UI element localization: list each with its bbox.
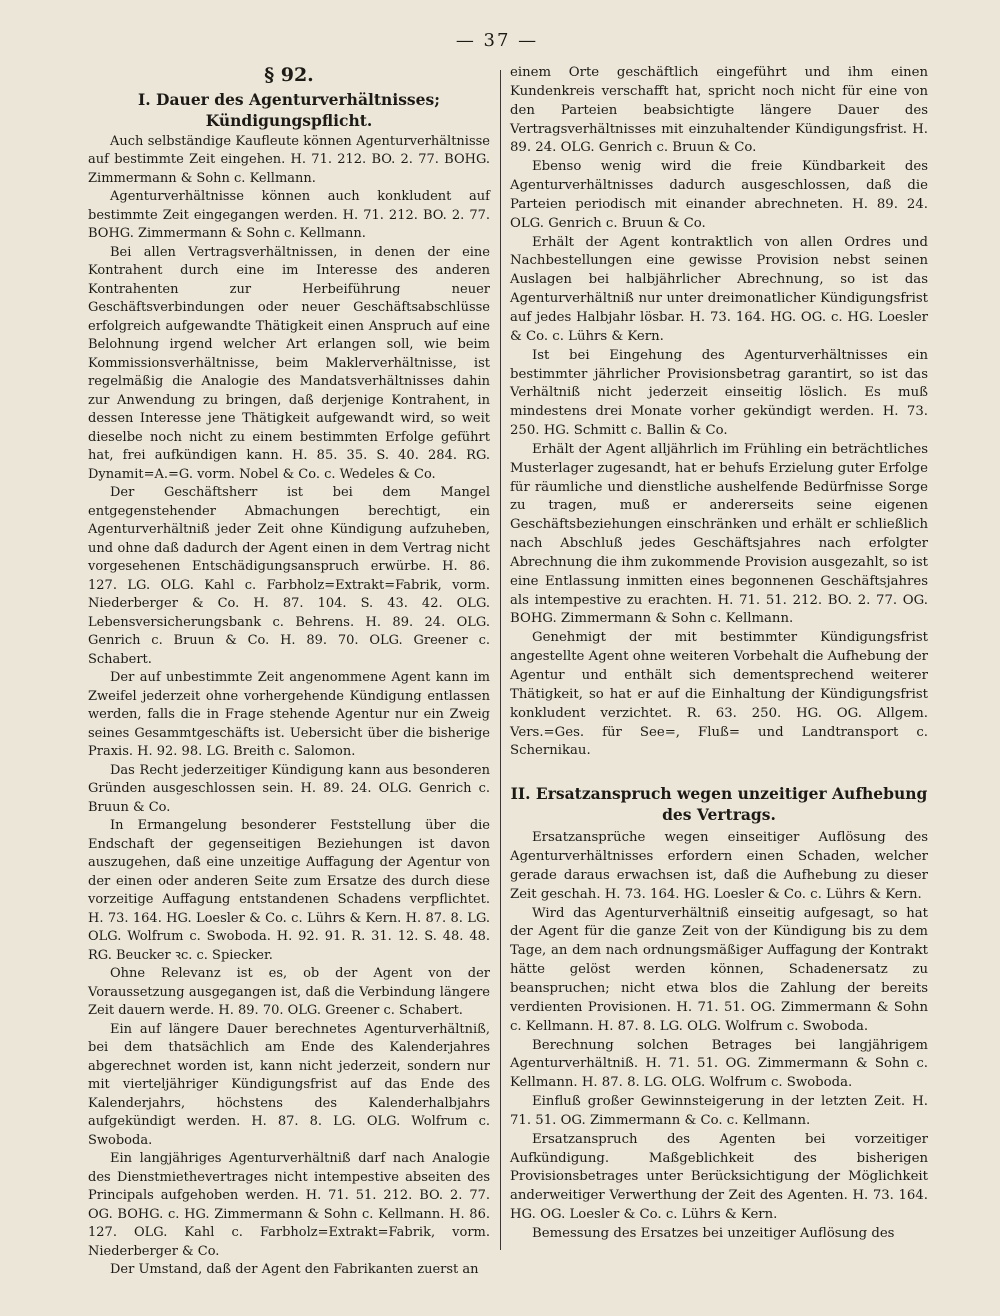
left-column — [88, 64, 490, 1280]
paragraph: Ein langjähriges Agenturverhältniß darf nach Analogie des Dienstmiethevertrages nicht intempestive abseiten des Principals aufgehoben werden. H. 71. 51. 212. BO. 2. 77. OG. BOHG. c. HG. Zimmermann & Sohn c. Kellmann. H. 86. 127. OLG. Kahl c. Farbholz=Extrakt=Fabrik, vorm. Niederberger & Co. — [88, 1151, 490, 1259]
paragraph: Berechnung solchen Betrages bei langjährigem Agenturverhältniß. H. 71. 51. OG. Zimmermann & Sohn c. Kellmann. H. 87. 8. LG. OLG. Wolfrum c. Swoboda. — [510, 1037, 928, 1091]
section-sign: § 92. — [264, 64, 314, 86]
paragraph: Ebenso wenig wird die freie Kündbarkeit des Agenturverhältnisses dadurch ausgeschlossen, daß die Parteien periodisch mit einander abrechneten. H. 89. 24. OLG. Genrich c. Bruun & Co. — [510, 159, 928, 231]
paragraph: Der Geschäftsherr ist bei dem Mangel entgegenstehender Abmachungen berechtigt, ein Agenturverhältniß jeder Zeit ohne Kündigung aufzuheben, und ohne daß dadurch der Agent einen in dem Vertrag nicht vorgesehenen Entschädigungsanspruch erwürbe. H. 86. 127. LG. OLG. Kahl c. Farbholz=Extrakt=Fabrik, vorm. Niederberger & Co. H. 87. 104. S. 43. 42. OLG. Lebensversicherungsbank c. Behrens. H. 89. 24. OLG. Genrich c. Bruun & Co. H. 89. 70. OLG. Greener c. Schabert. — [88, 485, 490, 667]
section-heading-1: I. Dauer des Agenturverhältnisses; Kündigungspflicht. — [138, 89, 440, 130]
paragraph: Erhält der Agent alljährlich im Frühling ein beträchtliches Musterlager zugesandt, hat er behufs Erzielung guter Erfolge für räumliche und dienstliche aushelfende Bedürfnisse Sorge zu tragen, muß er andererseits seine eigenen Geschäftsbeziehungen einschränken und erhält er schließlich nach Abschluß jedes Geschäftsjahres nach erfolgter Abrechnung die ihm zukommende Provision ausgezahlt, so ist eine Entlassung inmitten eines begonnenen Geschäftsjahres als intempestive zu erachten. H. 71. 51. 212. BO. 2. 77. OG. BOHG. Zimmermann & Sohn c. Kellmann. — [510, 441, 928, 627]
paragraph: Ersatzanspruch des Agenten bei vorzeitiger Aufkündigung. Maßgeblichkeit des bisherigen Provisionsbetrages unter Berücksichtigung der Möglichkeit anderweitiger Verwerthung der Zeit des Agenten. H. 73. 164. HG. OG. Loesler & Co. c. Lührs & Kern. — [510, 1131, 928, 1223]
paragraph: Das Recht jederzeitiger Kündigung kann aus besonderen Gründen ausgeschlossen sein. H. 89. 24. OLG. Genrich c. Bruun & Co. — [88, 762, 490, 815]
paragraph: Wird das Agenturverhältniß einseitig aufgesagt, so hat der Agent für die ganze Zeit von der Kündigung bis zu dem Tage, an dem nach ordnungsmäßiger Auffagung der Kontrakt hätte gelöst werden können, Schadenersatz zu beanspruchen; nicht etwa blos die Zahlung der bereits verdienten Provisionen. H. 71. 51. OG. Zimmermann & Sohn c. Kellmann. H. 87. 8. LG. OLG. Wolfrum c. Swoboda. — [510, 905, 928, 1034]
right-column — [510, 64, 928, 1244]
paragraph: Ersatzansprüche wegen einseitiger Auflösung des Agenturverhältnisses erfordern einen Schaden, welcher gerade daraus erwachsen ist, daß die Aufhebung zu dieser Zeit geschah. H. 73. 164. HG. Loesler & Co. c. Lührs & Kern. — [510, 830, 928, 902]
paragraph: Bei allen Vertragsverhältnissen, in denen der eine Kontrahent durch eine im Interesse des anderen Kontrahenten zur Herbeiführung neuer Geschäftsverbindungen oder neuer Geschäftsabschlüsse erfolgreich aufgewandte Thätigkeit einen Anspruch auf eine Belohnung irgend welcher Art erlangen soll, wie beim Kommissionsverhältnisse, beim Maklerverhältnisse, ist regelmäßig die Analogie des Mandatsverhältnisses dahin zur Anwendung zu bringen, daß derjenige Kontrahent, in dessen Interesse jene Thätigkeit aufgewandt wird, so weit dieselbe noch nicht zu einem bestimmten Erfolge geführt hat, frei aufkündigen kann. H. 85. 35. S. 40. 284. RG. Dynamit=A.=G. vorm. Nobel & Co. c. Wedeles & Co. — [88, 244, 490, 482]
page-number: — 37 — — [455, 30, 539, 51]
paragraph-continued: einem Orte geschäftlich eingeführt und ihm einen Kundenkreis verschafft hat, spricht noch nicht für eine von den Parteien beabsichtigte längere Dauer des Vertragsverhältnisses mit einzuhaltender Kündigungsfrist. H. 89. 24. OLG. Genrich c. Bruun & Co. — [510, 65, 928, 156]
section-heading-2: II. Ersatzanspruch wegen unzeitiger Aufhebung des Vertrags. — [510, 784, 928, 825]
paragraph: Bemessung des Ersatzes bei unzeitiger Auflösung des — [532, 1225, 895, 1241]
paragraph: Auch selbständige Kaufleute können Agenturverhältnisse auf bestimmte Zeit eingehen. H. 71. 212. BO. 2. 77. BOHG. Zimmermann & Sohn c. Kellmann. — [88, 133, 490, 186]
paragraph: In Ermangelung besonderer Feststellung über die Endschaft der gegenseitigen Beziehungen ist davon auszugehen, daß eine unzeitige Auffagung der Agentur von der einen oder anderen Seite zum Ersatze des durch diese vorzeitige Auffagung entstandenen Schadens verpflichtet. H. 73. 164. HG. Loesler & Co. c. Lührs & Kern. H. 87. 8. LG. OLG. Wolfrum c. Swoboda. H. 92. 91. R. 31. 12. S. 48. 48. RG. Beucker ꝛc. c. Spiecker. — [88, 818, 490, 963]
paragraph: Genehmigt der mit bestimmter Kündigungsfrist angestellte Agent ohne weiteren Vorbehalt die Aufhebung der Agentur und enthält sich dementsprechend weiterer Thätigkeit, so hat er auf die Einhaltung der Kündigungsfrist konkludent verzichtet. R. 63. 250. HG. OG. Allgem. Vers.=Ges. für See=, Fluß= und Landtransport c. Schernikau. — [510, 630, 928, 759]
paragraph: Der auf unbestimmte Zeit angenommene Agent kann im Zweifel jederzeit ohne vorhergehende Kündigung entlassen werden, falls die in Frage stehende Agentur nur ein Zweig seines Gesammtgeschäfts ist. Uebersicht über die bisherige Praxis. H. 92. 98. LG. Breith c. Salomon. — [88, 670, 490, 759]
paragraph: Ohne Relevanz ist es, ob der Agent von der Voraussetzung ausgegangen ist, daß die Verbindung längere Zeit dauern werde. H. 89. 70. OLG. Greener c. Schabert. — [88, 966, 490, 1018]
paragraph: Agenturverhältnisse können auch konkludent auf bestimmte Zeit eingegangen werden. H. 71. 212. BO. 2. 77. BOHG. Zimmermann & Sohn c. Kellmann. — [88, 189, 490, 241]
paragraph: Ein auf längere Dauer berechnetes Agenturverhältniß, bei dem thatsächlich am Ende des Kalenderjahres abgerechnet worden ist, kann nicht jederzeit, sondern nur mit vierteljähriger Kündigungsfrist auf das Ende des Kalenderjahrs, höchstens des Kalenderhalbjahrs aufgekündigt werden. H. 87. 8. LG. OLG. Wolfrum c. Swoboda. — [88, 1021, 490, 1148]
paragraph: Erhält der Agent kontraktlich von allen Ordres und Nachbestellungen eine gewisse Provision nebst seinen Auslagen bei halbjährlicher Abrechnung, so ist das Agenturverhältniß nur unter dreimonatlicher Kündigungsfrist auf jedes Halbjahr lösbar. H. 73. 164. HG. OG. c. HG. Loesler & Co. c. Lührs & Kern. — [510, 234, 928, 344]
paragraph: Der Umstand, daß der Agent den Fabrikanten zuerst an — [110, 1262, 479, 1277]
column-divider — [500, 70, 501, 1250]
paragraph: Ist bei Eingehung des Agenturverhältnisses ein bestimmter jährlicher Provisionsbetrag garantirt, so ist das Verhältniß nicht jederzeit einseitig löslich. Es muß mindestens drei Monate vorher gekündigt werden. H. 73. 250. HG. Schmitt c. Ballin & Co. — [510, 347, 928, 439]
paragraph: Einfluß großer Gewinnsteigerung in der letzten Zeit. H. 71. 51. OG. Zimmermann & Co. c. Kellmann. — [510, 1094, 928, 1128]
